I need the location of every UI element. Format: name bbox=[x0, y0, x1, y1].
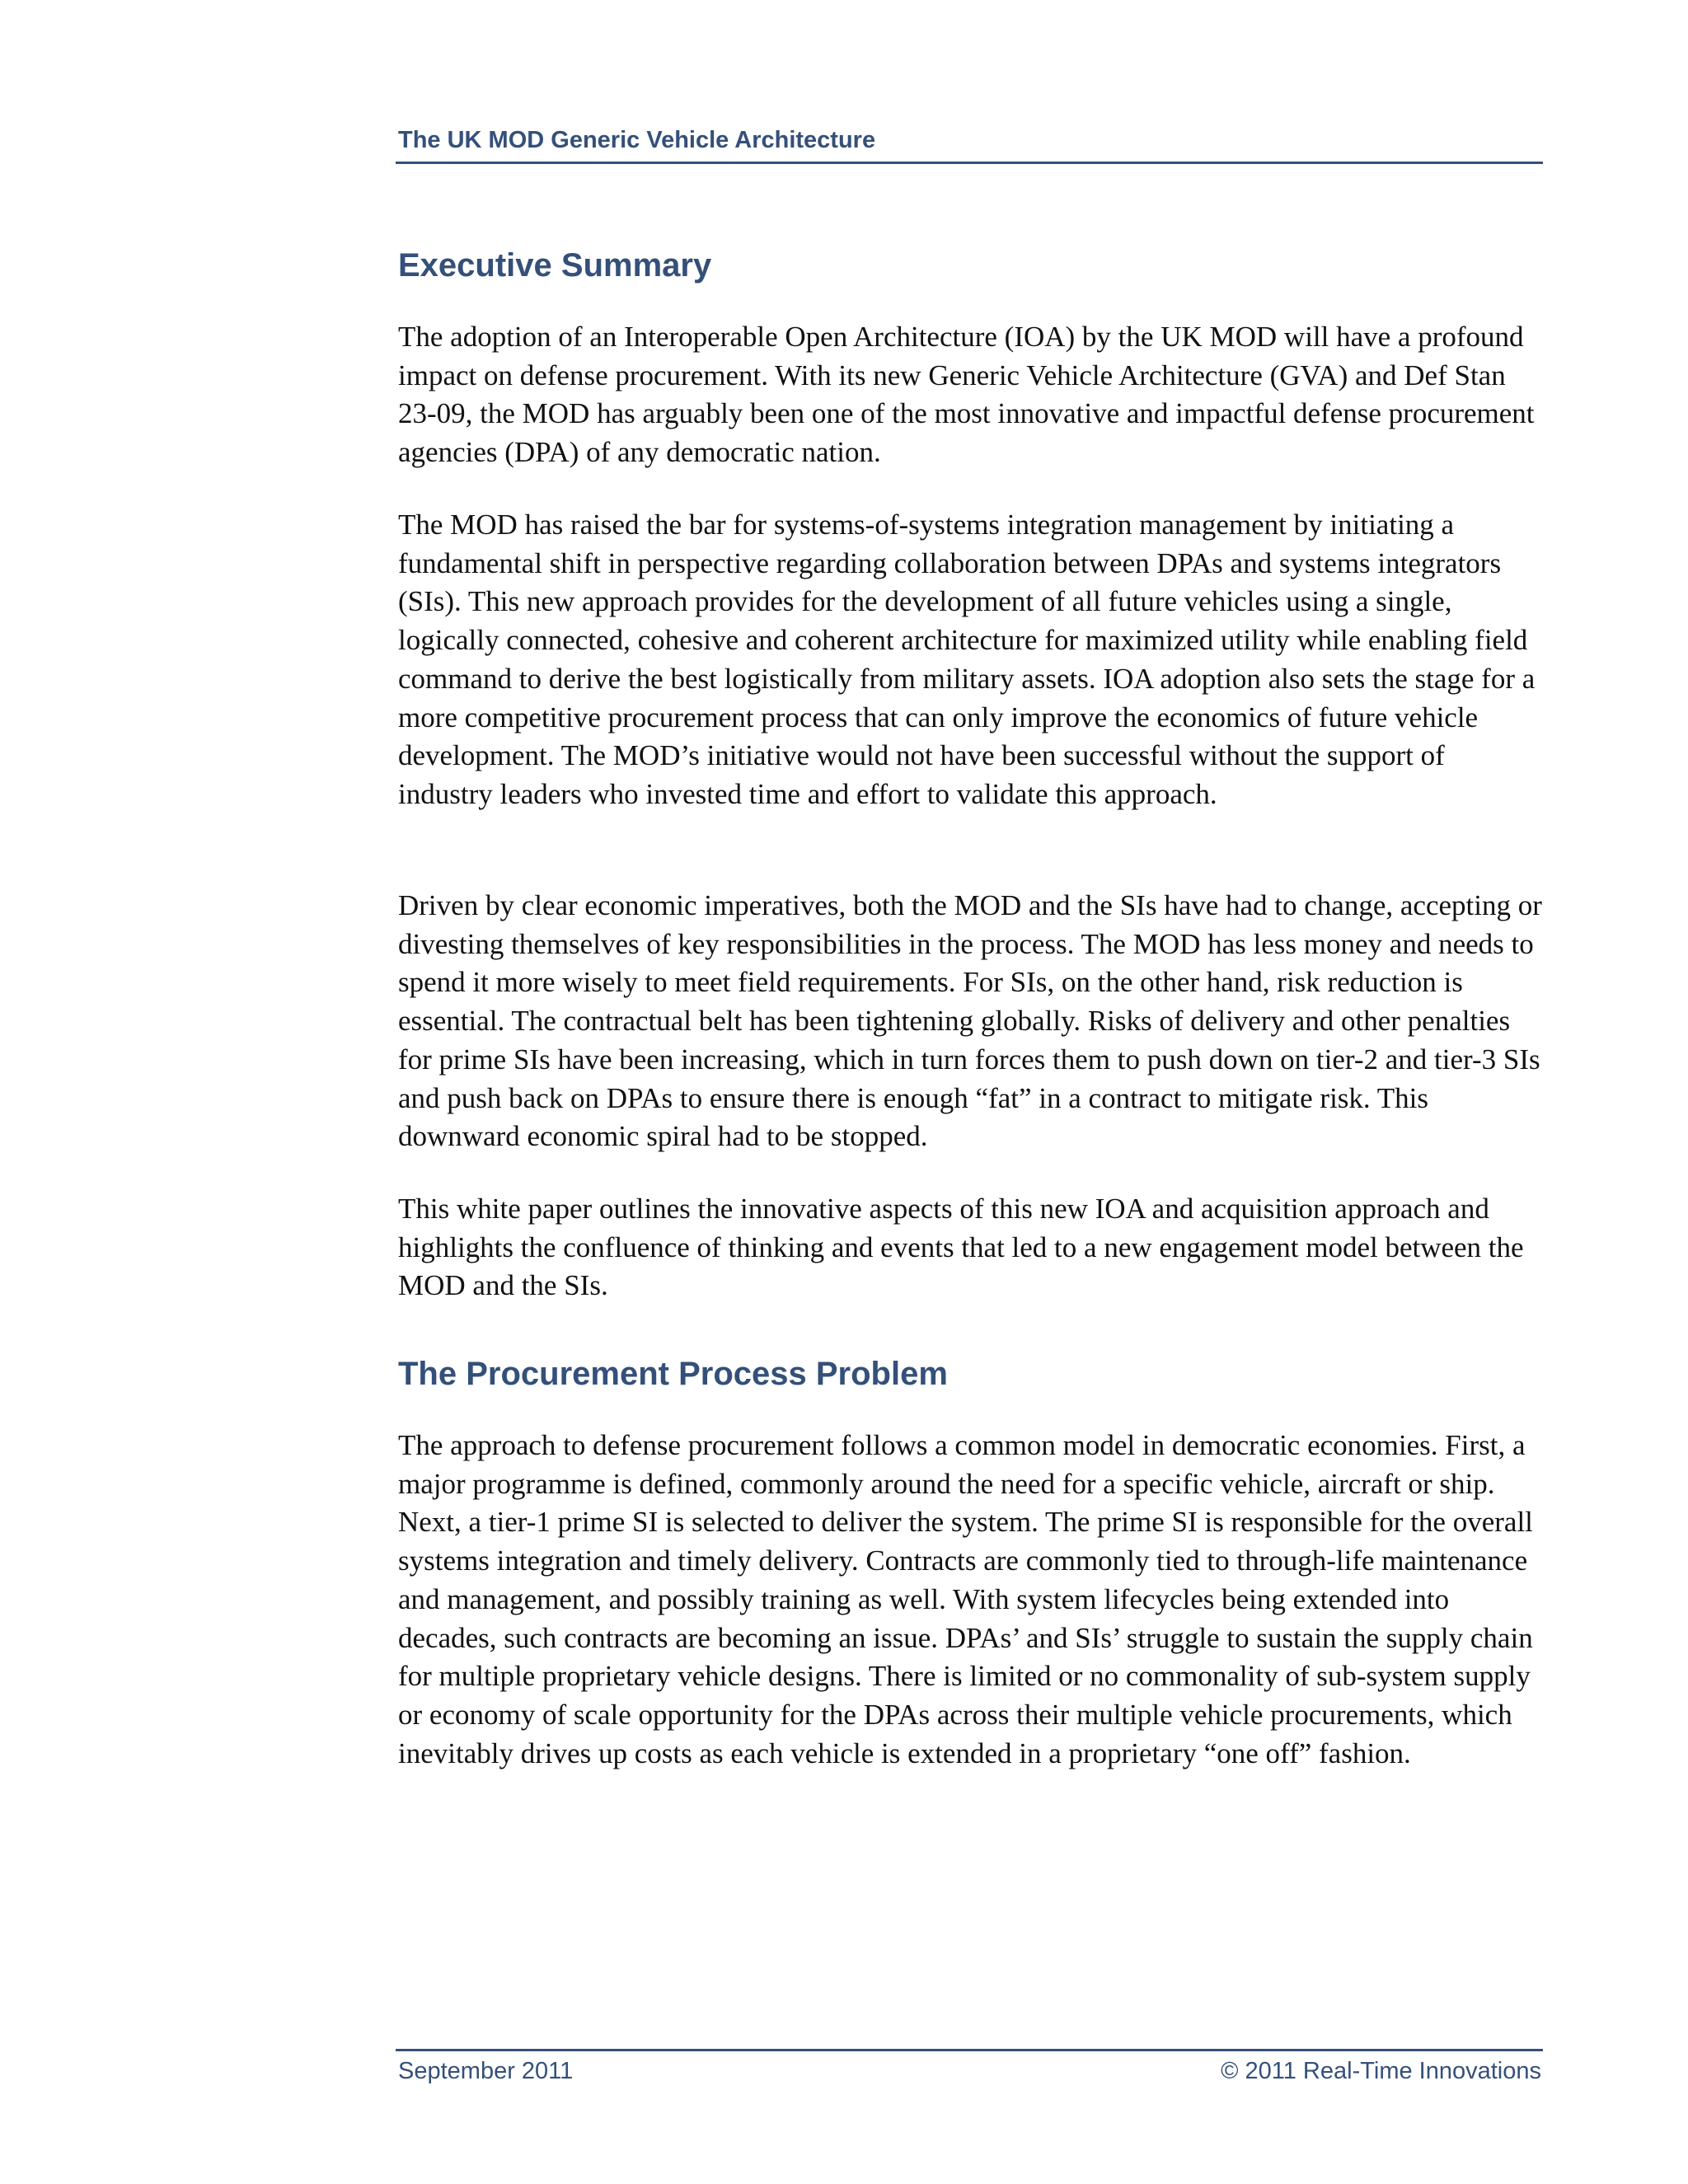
body-paragraph: The MOD has raised the bar for systems-of-systems integration management by initiating a fundamental shift in perspective regarding collaboration between DPAs and systems integrators (SIs). This new approach provides for the development of all future vehicles using a single, logically connected, cohesive and coherent architecture for maximized utility while enabling field command to derive the best logistically from military assets. IOA adoption also sets the stage for a more competitive procurement process that can only improve the economics of future vehicle development. The MOD’s initiative would not have been successful without the support of industry leaders who invested time and effort to validate this approach. bbox=[398, 509, 1536, 810]
body-paragraph: This white paper outlines the innovative aspects of this new IOA and acquisition approach and highlights the confluence of thinking and events that led to a new engagement model between the MOD and the SIs. bbox=[398, 1193, 1524, 1302]
body-paragraph: The approach to defense procurement follows a common model in democratic economies. First, a major programme is defined, commonly around the need for a specific vehicle, aircraft or ship. Next, a tier-1 prime SI is selected to deliver the system. The prime SI is responsible for the overall systems integration and timely delivery. Contracts are commonly tied to through-life maintenance and management, and possibly training as well. With system lifecycles being extended into decades, such contracts are becoming an issue. DPAs’ and SIs’ struggle to sustain the supply chain for multiple proprietary vehicle designs. There is limited or no commonality of sub-system supply or economy of scale opportunity for the DPAs across their multiple vehicle procurements, which inevitably drives up costs as each vehicle is extended in a proprietary “one off” fashion. bbox=[398, 1429, 1533, 1769]
running-header bbox=[396, 124, 1543, 164]
body-paragraph: The adoption of an Interoperable Open Architecture (IOA) by the UK MOD will have a profound impact on defense procurement. With its new Generic Vehicle Architecture (GVA) and Def Stan 23-09, the MOD has arguably been one of the most innovative and impactful defense procurement agencies (DPA) of any democratic nation. bbox=[398, 321, 1535, 469]
section-heading-procurement-process-problem: The Procurement Process Problem bbox=[398, 1356, 948, 1392]
running-header-title: The UK MOD Generic Vehicle Architecture bbox=[398, 127, 876, 153]
footer-copyright: © 2011 Real-Time Innovations bbox=[1221, 2058, 1541, 2084]
footer-date: September 2011 bbox=[398, 2058, 574, 2084]
body-paragraph: Driven by clear economic imperatives, both the MOD and the SIs have had to change, accepting or divesting themselves of key responsibilities in the process. The MOD has less money and needs to spend it more wisely to meet field requirements. For SIs, on the other hand, risk reduction is essential. The contractual belt has been tightening globally. Risks of delivery and other penalties for prime SIs have been increasing, which in turn forces them to push down on tier-2 and tier-3 SIs and push back on DPAs to ensure there is enough “fat” in a contract to mitigate risk. This downward economic spiral had to be stopped. bbox=[398, 889, 1542, 1153]
section-heading-executive-summary: Executive Summary bbox=[398, 247, 712, 284]
running-footer bbox=[396, 2049, 1543, 2091]
